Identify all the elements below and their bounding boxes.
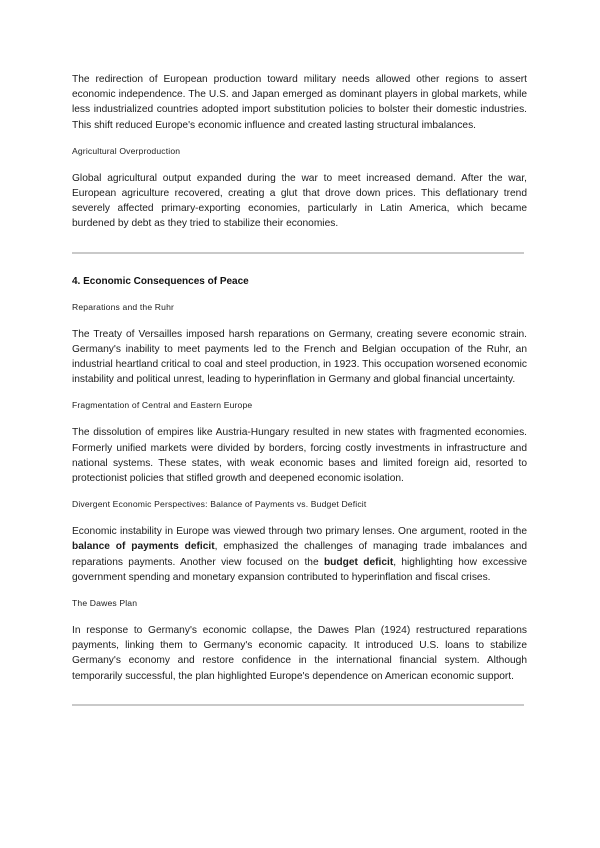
balance-of-payments-term: balance of payments deficit	[72, 541, 215, 553]
section-divider-bottom	[72, 704, 524, 706]
reparations-paragraph: The Treaty of Versailles imposed harsh reparations on Germany, creating severe economic strain. Germany's inability to meet payments led to the French and Belgian occupation of the Ruhr, an industrial heartland critical to coal and steel production, in 1923. This occupation worsened economic instability and political unrest, leading to hyperinflation in Germany and global financial uncertainty.	[72, 328, 527, 386]
intro-paragraph: The redirection of European production toward military needs allowed other regions to assert economic independence. The U.S. and Japan emerged as dominant players in global markets, while less industrialized countries adopted import substitution policies to bolster their domestic industries. This shift reduced Europe's economic influence and created lasting structural imbalances.	[72, 74, 527, 131]
divergent-text-2: , emphasized the challenges of managing trade imbalances and reparations payments. Another view focused on the	[72, 541, 527, 568]
agricultural-overproduction-paragraph: Global agricultural output expanded during the war to meet increased demand. After the war, European agriculture recovered, creating a glut that drove down prices. This deflationary trend severely affected primary-exporting economies, particularly in Latin America, which became burdened by debt as they tried to stabilize their economies.	[72, 172, 527, 230]
divergent-text-1: Economic instability in Europe was viewed through two primary lenses. One argument, rooted in the	[72, 526, 527, 538]
dawes-plan-heading: The Dawes Plan	[72, 598, 138, 609]
agricultural-overproduction-heading: Agricultural Overproduction	[72, 145, 181, 156]
divergent-perspectives-heading: Divergent Economic Perspectives: Balance of Payments vs. Budget Deficit	[72, 499, 367, 510]
budget-deficit-term: budget deficit	[323, 556, 394, 568]
fragmentation-heading: Fragmentation of Central and Eastern Europe	[72, 400, 253, 411]
divergent-perspectives-paragraph	[72, 524, 527, 585]
section-4-title: 4. Economic Consequences of Peace	[72, 275, 249, 287]
fragmentation-paragraph: The dissolution of empires like Austria-Hungary resulted in new states with fragmented economies. Formerly unified markets were divided by borders, forcing costly investments in infrastructure and national systems. These states, with weak economic bases and limited foreign aid, resorted to protectionist policies that stifled growth and deepened economic isolation.	[72, 427, 527, 485]
dawes-plan-paragraph: In response to Germany's economic collapse, the Dawes Plan (1924) restructured reparations payments, linking them to Germany's economic capacity. It introduced U.S. loans to stabilize Germany's economy and restore confidence in the international financial system. Although temporarily successful, the plan highlighted Europe's dependence on American economic support.	[72, 625, 527, 682]
page-content	[72, 72, 527, 706]
reparations-heading: Reparations and the Ruhr	[72, 301, 175, 312]
divergent-text-3: , highlighting how excessive government spending and monetary expansion contributed to hyperinflation and fiscal crises.	[72, 556, 527, 583]
